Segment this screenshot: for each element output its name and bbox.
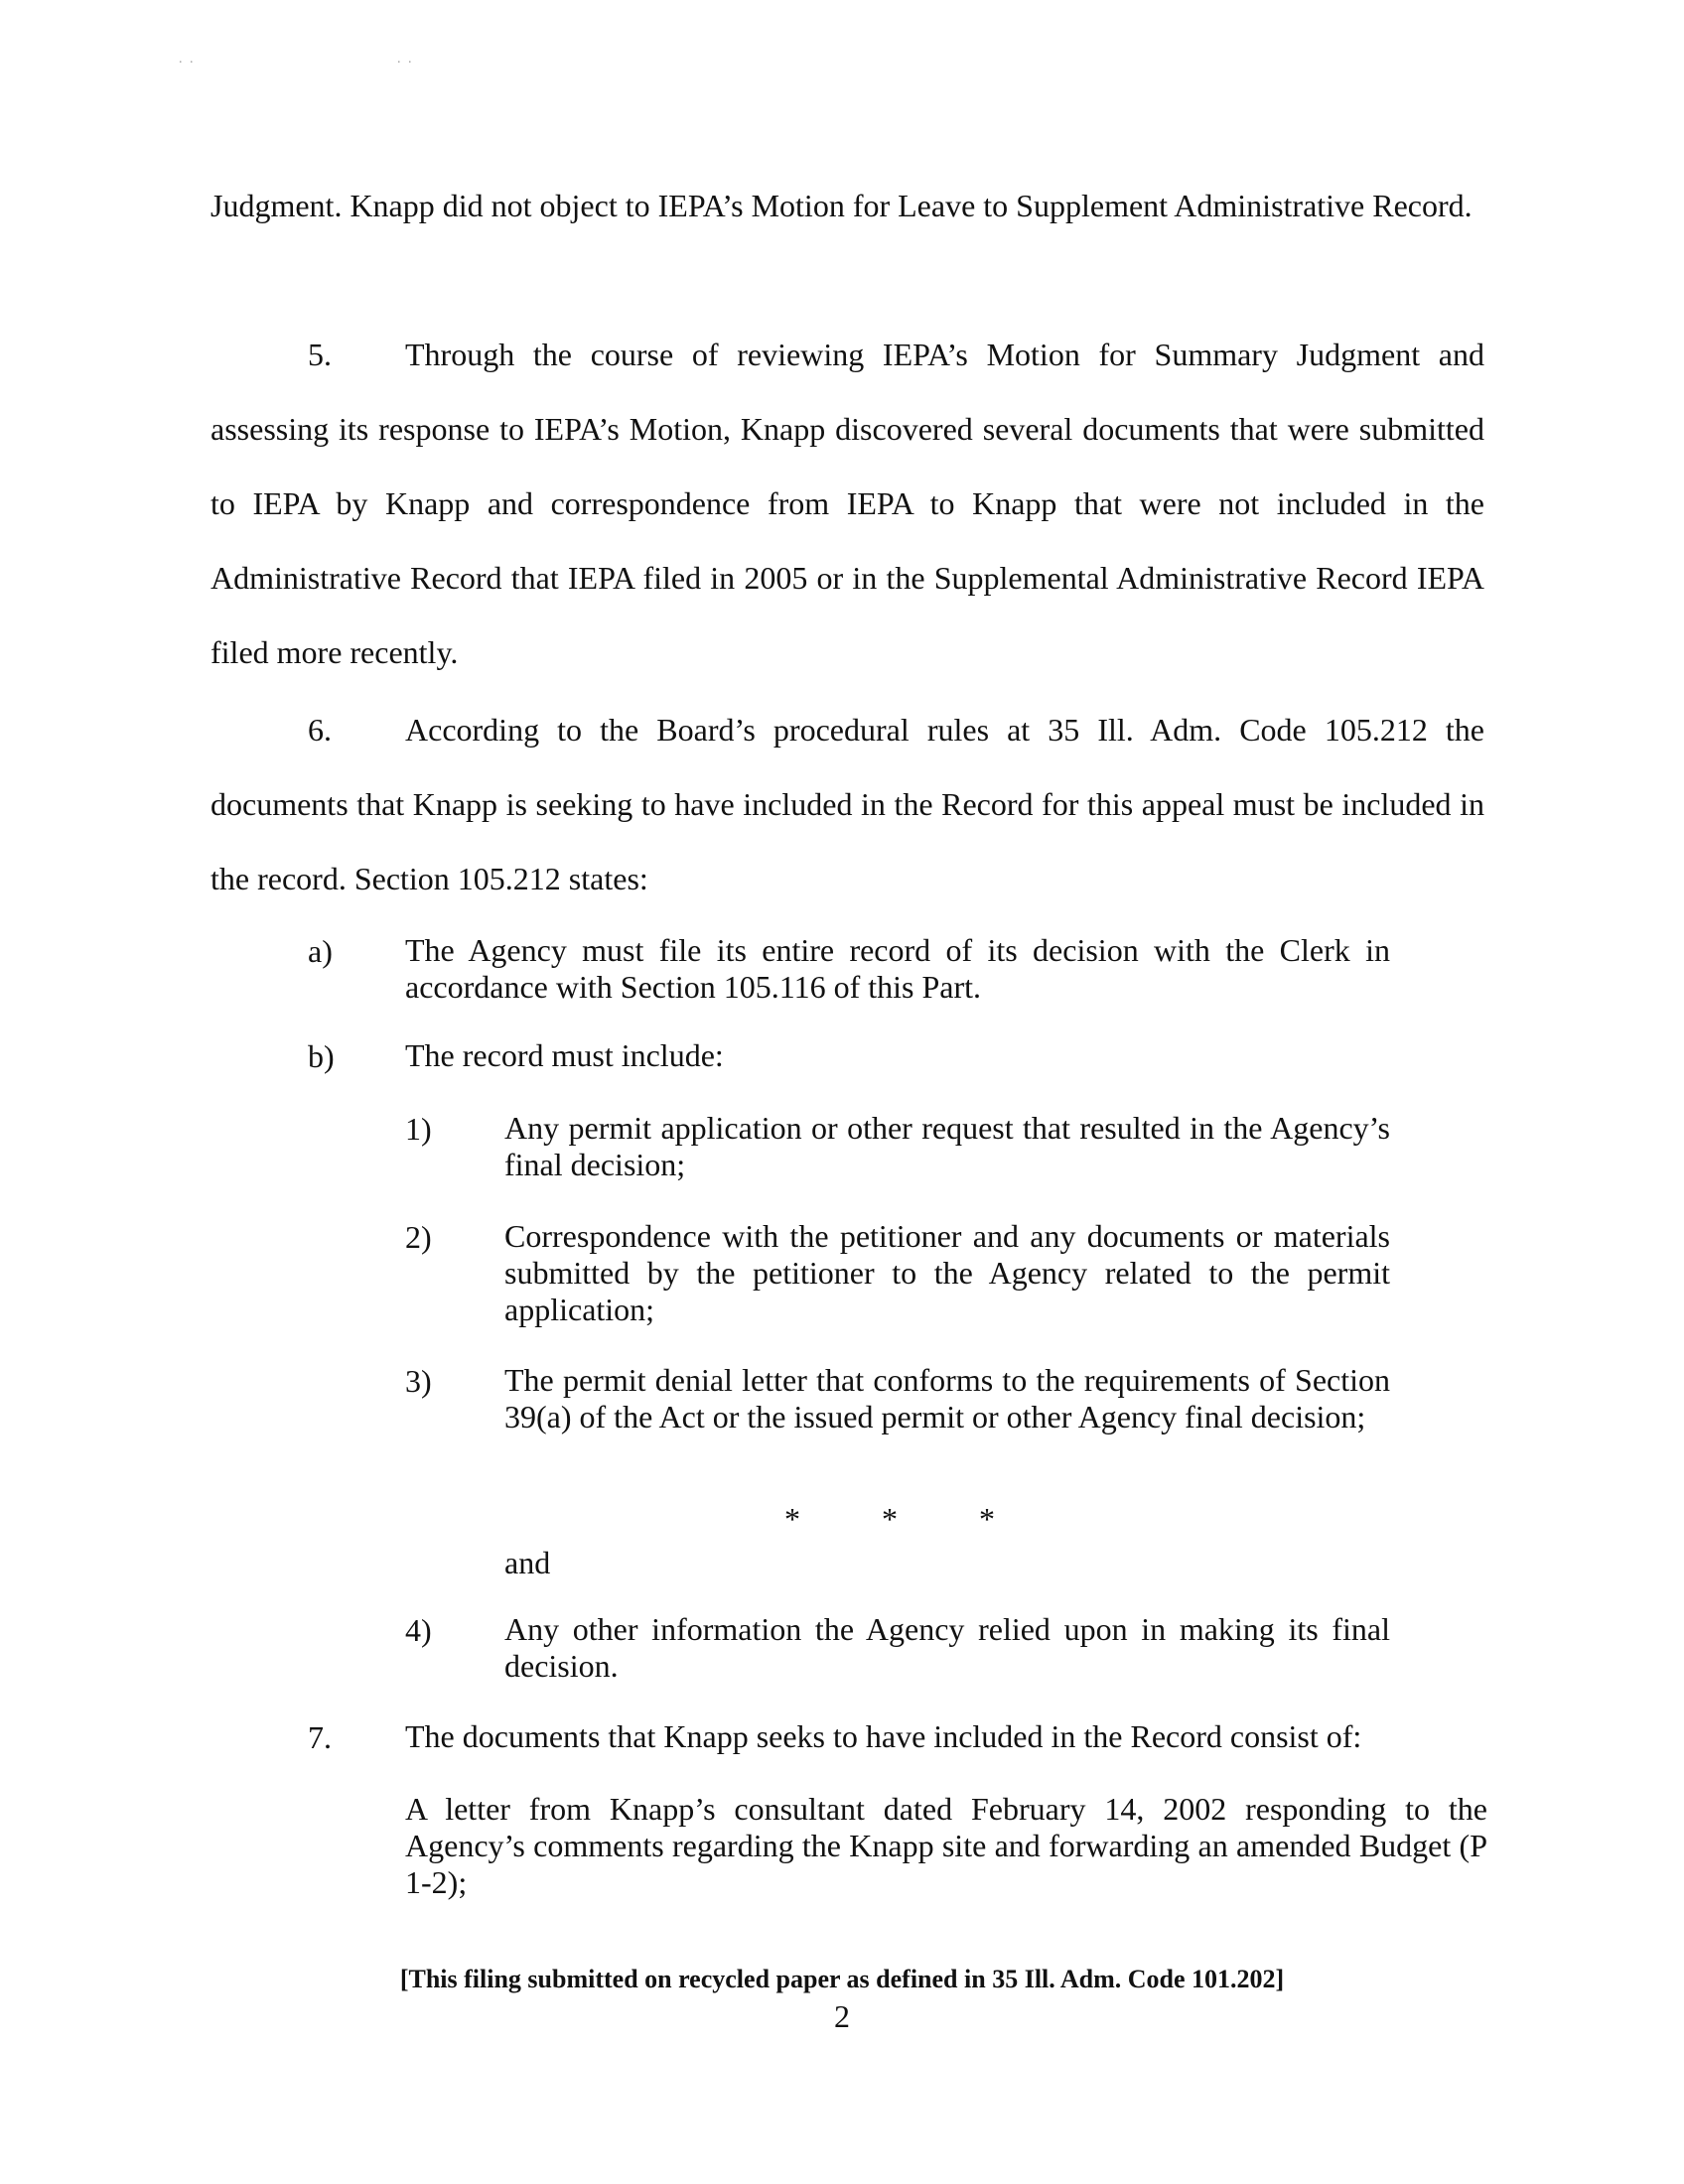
quote-a-text: The Agency must file its entire record of its decision with the Clerk in accordance with Section 105.116 of this Part. bbox=[405, 932, 1390, 1005]
quote-item-4-text: Any other information the Agency relied upon in making its final decision. bbox=[504, 1611, 1390, 1684]
paragraph-7-item-letter: A letter from Knapp’s consultant dated February 14, 2002 responding to the Agency’s comments regarding the Knapp site and forwarding an amended Budget (P 1-2); bbox=[405, 1791, 1487, 1900]
quote-item-3-text: The permit denial letter that conforms to the requirements of Section 39(a) of the Act or the issued permit or other Agency final decision; bbox=[504, 1362, 1390, 1434]
paragraph-7-number: 7. bbox=[308, 1719, 332, 1755]
quote-item-1-label: 1) bbox=[405, 1111, 432, 1147]
quote-item-2-text: Correspondence with the petitioner and any documents or materials submitted by the petitioner to the Agency related to the permit application; bbox=[504, 1218, 1390, 1327]
quote-a-label: a) bbox=[308, 933, 333, 969]
quote-item-3-label: 3) bbox=[405, 1363, 432, 1399]
quote-and-text: and bbox=[504, 1545, 551, 1580]
paragraph-6 bbox=[210, 693, 1484, 916]
quote-b-text: The record must include: bbox=[405, 1037, 724, 1073]
paragraph-5-text: Through the course of reviewing IEPA’s Motion for Summary Judgment and assessing its response to IEPA’s Motion, Knapp discovered several documents that were submitted to IEPA by Knapp and correspondence from IEPA to Knapp that were not included in the Administrative Record that IEPA filed in 2005 or in the Supplemental Administrative Record IEPA filed more recently. bbox=[210, 337, 1484, 670]
paragraph-7-text: The documents that Knapp seeks to have included in the Record consist of: bbox=[405, 1718, 1362, 1754]
paragraph-6-number: 6. bbox=[308, 712, 332, 748]
quote-item-1-text: Any permit application or other request that resulted in the Agency’s final decision; bbox=[504, 1110, 1390, 1182]
ellipsis-star: * bbox=[979, 1501, 995, 1537]
scan-speck-marks: . . bbox=[179, 52, 196, 67]
paragraph-5-number: 5. bbox=[308, 337, 332, 372]
scan-speck-marks-2: . . bbox=[397, 52, 414, 67]
continuation-paragraph: Judgment. Knapp did not object to IEPA’s Motion for Leave to Supplement Administrative Record. bbox=[210, 188, 1473, 223]
page-number: 2 bbox=[834, 1998, 850, 2034]
quote-b-label: b) bbox=[308, 1038, 335, 1074]
quote-item-2-label: 2) bbox=[405, 1219, 432, 1255]
quote-item-4-label: 4) bbox=[405, 1612, 432, 1648]
recycled-paper-footer-note: [This filing submitted on recycled paper as defined in 35 Ill. Adm. Code 101.202] bbox=[399, 1965, 1285, 1993]
paragraph-5 bbox=[210, 318, 1484, 690]
paragraph-6-text: According to the Board’s procedural rules at 35 Ill. Adm. Code 105.212 the documents that Knapp is seeking to have included in the Record for this appeal must be included in the record. Section 105.212 states: bbox=[210, 712, 1484, 896]
ellipsis-star: * bbox=[882, 1501, 898, 1537]
ellipsis-stars bbox=[784, 1501, 1076, 1538]
ellipsis-star: * bbox=[784, 1501, 800, 1537]
